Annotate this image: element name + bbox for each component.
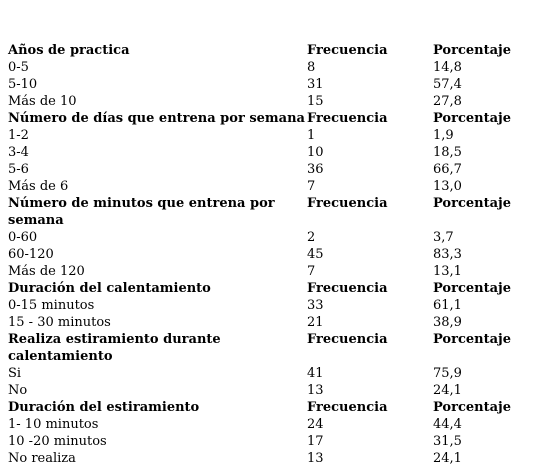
row-label: Si [8,366,22,381]
section-header-row [8,195,548,229]
row-label: 1-2 [8,128,29,143]
percentage-value: 75,9 [433,366,462,381]
table-row [8,450,548,467]
percentage-header: Porcentaje [433,281,511,296]
frequency-value: 36 [307,162,324,177]
frequency-value: 7 [307,179,316,194]
frequency-value: 7 [307,264,316,279]
table-row [8,144,548,161]
row-label: 5-6 [8,162,29,177]
percentage-header: Porcentaje [433,43,511,58]
frequency-header: Frecuencia [307,400,388,415]
table-row [8,93,548,110]
section-header-row [8,280,548,297]
frequency-value: 2 [307,230,316,245]
row-label: 3-4 [8,145,29,160]
percentage-header: Porcentaje [433,196,511,211]
frequency-header: Frecuencia [307,332,388,347]
row-label: Más de 10 [8,94,77,109]
table-row [8,127,548,144]
percentage-value: 27,8 [433,94,462,109]
percentage-value: 44,4 [433,417,462,432]
row-label: 1- 10 minutos [8,417,99,432]
section-title: Duración del calentamiento [8,281,211,296]
table-row [8,297,548,314]
percentage-value: 83,3 [433,247,462,262]
frequency-header: Frecuencia [307,281,388,296]
frequency-header: Frecuencia [307,196,388,211]
row-label: Más de 6 [8,179,69,194]
table-row [8,263,548,280]
frequency-header: Frecuencia [307,43,388,58]
section-header-row [8,399,548,416]
section-header-row [8,110,548,127]
frequency-value: 8 [307,60,316,75]
section-title: Número de minutos que entrena por semana [8,196,275,228]
percentage-value: 66,7 [433,162,462,177]
table-row [8,229,548,246]
percentage-value: 24,1 [433,383,462,398]
percentage-value: 13,1 [433,264,462,279]
section-title: Número de días que entrena por semana [8,111,305,126]
row-label: 0-15 minutos [8,298,95,313]
frequency-header: Frecuencia [307,111,388,126]
table-row [8,433,548,450]
percentage-value: 1,9 [433,128,454,143]
table-row [8,246,548,263]
row-label: Más de 120 [8,264,85,279]
section-title: Años de practica [8,43,130,58]
percentage-header: Porcentaje [433,111,511,126]
frequency-value: 31 [307,77,324,92]
table-row [8,365,548,382]
row-label: 10 -20 minutos [8,434,107,449]
table-row [8,416,548,433]
percentage-header: Porcentaje [433,400,511,415]
table-row [8,59,548,76]
frequency-value: 33 [307,298,324,313]
row-label: 60-120 [8,247,54,262]
statistics-table [8,42,548,467]
table-row [8,314,548,331]
section-header-row [8,42,548,59]
percentage-value: 13,0 [433,179,462,194]
table-row [8,382,548,399]
section-header-row [8,331,548,365]
frequency-value: 13 [307,451,324,466]
table-row [8,178,548,195]
frequency-value: 10 [307,145,324,160]
frequency-value: 1 [307,128,316,143]
row-label: 0-60 [8,230,38,245]
percentage-value: 61,1 [433,298,462,313]
frequency-value: 17 [307,434,324,449]
row-label: 5-10 [8,77,38,92]
row-label: 15 - 30 minutos [8,315,111,330]
frequency-value: 24 [307,417,324,432]
section-title: Realiza estiramiento durante calentamiento [8,332,221,364]
percentage-value: 38,9 [433,315,462,330]
row-label: No [8,383,28,398]
percentage-value: 57,4 [433,77,462,92]
table-body [8,42,548,467]
percentage-value: 31,5 [433,434,462,449]
frequency-value: 45 [307,247,324,262]
frequency-value: 41 [307,366,324,381]
percentage-header: Porcentaje [433,332,511,347]
frequency-value: 15 [307,94,324,109]
frequency-value: 13 [307,383,324,398]
percentage-value: 14,8 [433,60,462,75]
percentage-value: 3,7 [433,230,454,245]
table-row [8,76,548,93]
table-row [8,161,548,178]
percentage-value: 24,1 [433,451,462,466]
row-label: 0-5 [8,60,29,75]
row-label: No realiza [8,451,76,466]
frequency-value: 21 [307,315,324,330]
percentage-value: 18,5 [433,145,462,160]
section-title: Duración del estiramiento [8,400,200,415]
